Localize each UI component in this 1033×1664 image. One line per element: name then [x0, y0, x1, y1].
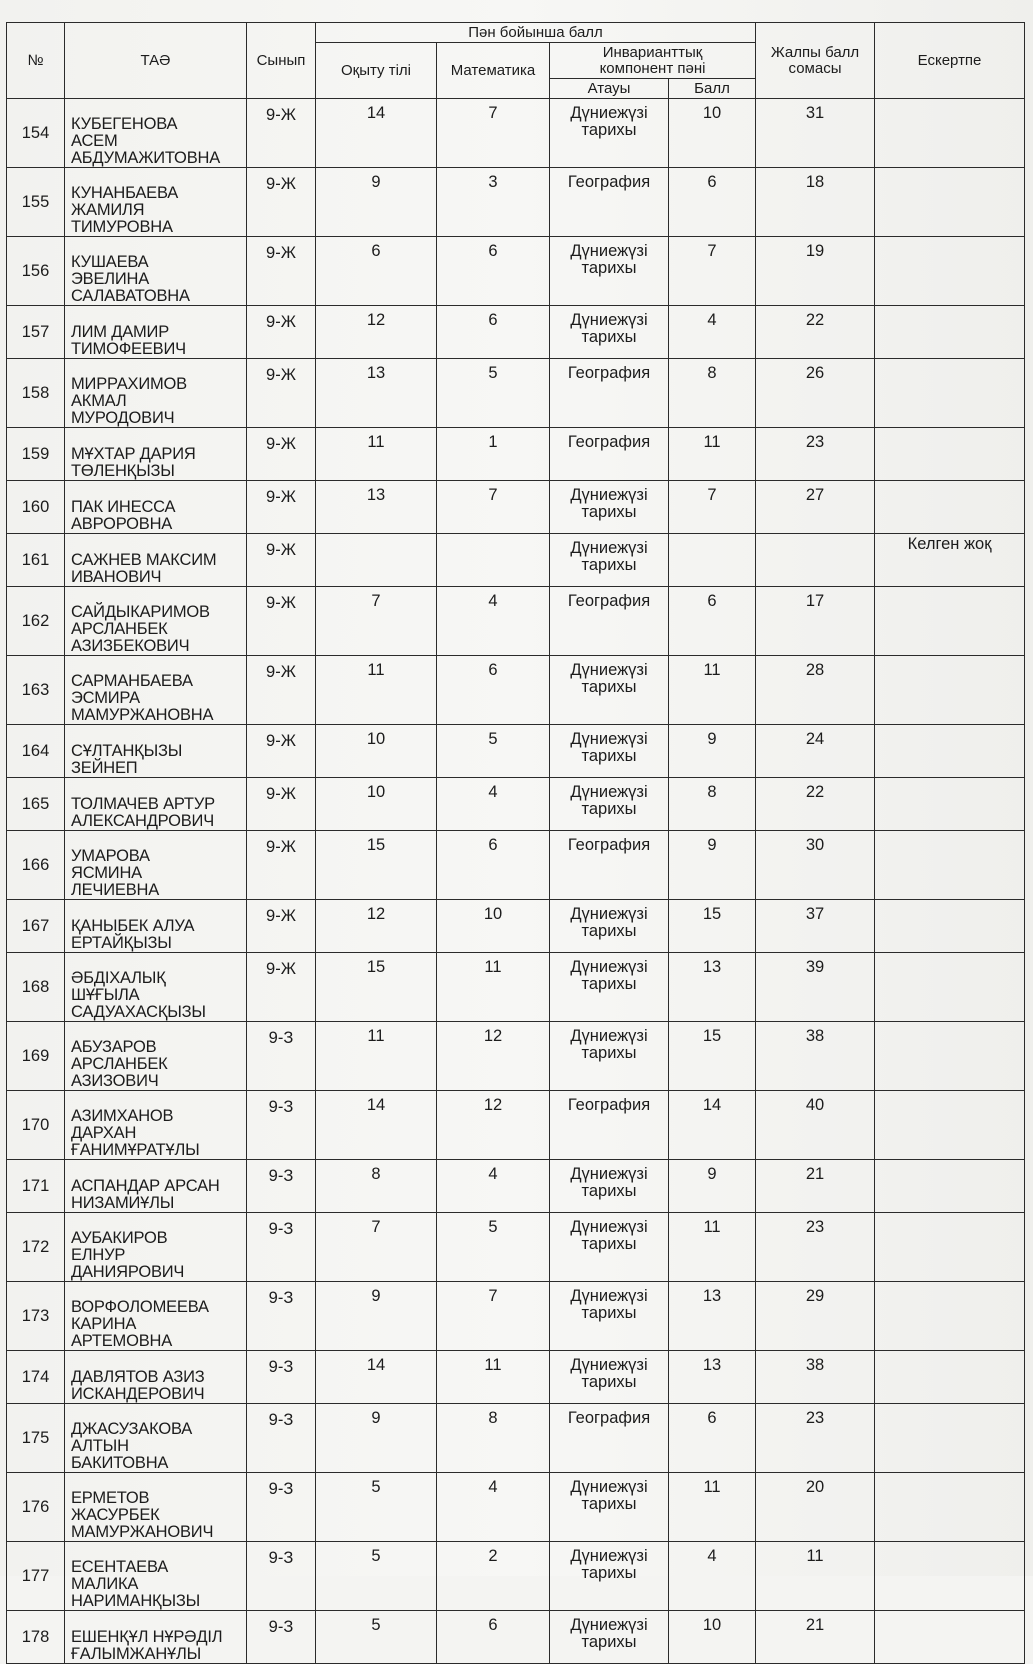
- class-cell: 9-Ж: [247, 99, 316, 168]
- invariant-subject-score: 6: [669, 1404, 756, 1473]
- class-cell: 9-З: [247, 1473, 316, 1542]
- math-score: 4: [437, 587, 550, 656]
- table-row: [7, 953, 1025, 1022]
- invariant-subject-score: 11: [669, 1473, 756, 1542]
- header-number: №: [7, 23, 65, 99]
- class-cell: 9-Ж: [247, 428, 316, 481]
- note-cell: [875, 725, 1025, 778]
- class-cell: 9-З: [247, 1213, 316, 1282]
- student-name: МИРРАХИМОВ АКМАЛ МУРОДОВИЧ: [65, 359, 247, 428]
- total-score: 31: [756, 99, 875, 168]
- teaching-language-score: 6: [316, 237, 437, 306]
- note-cell: [875, 1022, 1025, 1091]
- invariant-subject-score: 11: [669, 656, 756, 725]
- header-invariant-score: Балл: [669, 79, 756, 99]
- total-score: 19: [756, 237, 875, 306]
- table-row: [7, 1404, 1025, 1473]
- class-cell: 9-Ж: [247, 656, 316, 725]
- table-row: [7, 428, 1025, 481]
- total-score: 23: [756, 1404, 875, 1473]
- student-name: ҚАНЫБЕК АЛУА ЕРТАЙҚЫЗЫ: [65, 900, 247, 953]
- math-score: 7: [437, 99, 550, 168]
- row-number: 167: [7, 900, 65, 953]
- row-number: 169: [7, 1022, 65, 1091]
- teaching-language-score: 14: [316, 1351, 437, 1404]
- total-score: 23: [756, 428, 875, 481]
- student-name: АЗИМХАНОВ ДАРХАН ҒАНИМҰРАТҰЛЫ: [65, 1091, 247, 1160]
- math-score: 8: [437, 1404, 550, 1473]
- table-row: [7, 534, 1025, 587]
- student-name: КУБЕГЕНОВА АСЕМ АБДУМАЖИТОВНА: [65, 99, 247, 168]
- invariant-subject-score: 8: [669, 359, 756, 428]
- row-number: 174: [7, 1351, 65, 1404]
- invariant-subject-score: 10: [669, 99, 756, 168]
- student-name: ӘБДІХАЛЫҚ ШҰҒЫЛА САДУАХАСҚЫЗЫ: [65, 953, 247, 1022]
- invariant-subject-name: Дүниежүзі тарихы: [550, 99, 669, 168]
- student-name: ЛИМ ДАМИР ТИМОФЕЕВИЧ: [65, 306, 247, 359]
- table-row: [7, 778, 1025, 831]
- class-cell: 9-З: [247, 1160, 316, 1213]
- note-cell: [875, 237, 1025, 306]
- teaching-language-score: 15: [316, 831, 437, 900]
- teaching-language-score: 14: [316, 1091, 437, 1160]
- invariant-subject-name: Дүниежүзі тарихы: [550, 1473, 669, 1542]
- table-row: [7, 1282, 1025, 1351]
- total-score: 27: [756, 481, 875, 534]
- math-score: 7: [437, 481, 550, 534]
- row-number: 157: [7, 306, 65, 359]
- results-table: [6, 22, 1025, 1664]
- note-cell: [875, 1611, 1025, 1664]
- total-score: 20: [756, 1473, 875, 1542]
- teaching-language-score: 12: [316, 306, 437, 359]
- math-score: 1: [437, 428, 550, 481]
- note-cell: [875, 831, 1025, 900]
- invariant-subject-score: 11: [669, 1213, 756, 1282]
- total-score: 38: [756, 1022, 875, 1091]
- table-row: [7, 1213, 1025, 1282]
- row-number: 162: [7, 587, 65, 656]
- student-name: АСПАНДАР АРСАН НИЗАМИҰЛЫ: [65, 1160, 247, 1213]
- row-number: 178: [7, 1611, 65, 1664]
- row-number: 173: [7, 1282, 65, 1351]
- teaching-language-score: 9: [316, 168, 437, 237]
- student-name: УМАРОВА ЯСМИНА ЛЕЧИЕВНА: [65, 831, 247, 900]
- invariant-subject-name: География: [550, 428, 669, 481]
- note-cell: [875, 359, 1025, 428]
- total-score: 26: [756, 359, 875, 428]
- invariant-subject-name: Дүниежүзі тарихы: [550, 1213, 669, 1282]
- header-invariant-component: Инварианттық компонент пәні: [550, 43, 756, 79]
- math-score: 2: [437, 1542, 550, 1611]
- student-name: ПАК ИНЕССА АВРОРОВНА: [65, 481, 247, 534]
- row-number: 171: [7, 1160, 65, 1213]
- class-cell: 9-Ж: [247, 168, 316, 237]
- invariant-subject-score: 11: [669, 428, 756, 481]
- total-score: 39: [756, 953, 875, 1022]
- teaching-language-score: 11: [316, 656, 437, 725]
- header-class: Сынып: [247, 23, 316, 99]
- invariant-subject-name: Дүниежүзі тарихы: [550, 656, 669, 725]
- table-row: [7, 831, 1025, 900]
- class-cell: 9-Ж: [247, 237, 316, 306]
- table-row: [7, 1351, 1025, 1404]
- math-score: 10: [437, 900, 550, 953]
- math-score: 5: [437, 1213, 550, 1282]
- teaching-language-score: 5: [316, 1473, 437, 1542]
- teaching-language-score: 9: [316, 1404, 437, 1473]
- math-score: 6: [437, 306, 550, 359]
- student-name: АБУЗАРОВ АРСЛАНБЕК АЗИЗОВИЧ: [65, 1022, 247, 1091]
- class-cell: 9-Ж: [247, 481, 316, 534]
- note-cell: [875, 1473, 1025, 1542]
- row-number: 176: [7, 1473, 65, 1542]
- student-name: КУНАНБАЕВА ЖАМИЛЯ ТИМУРОВНА: [65, 168, 247, 237]
- math-score: 3: [437, 168, 550, 237]
- invariant-subject-score: 9: [669, 1160, 756, 1213]
- note-cell: [875, 168, 1025, 237]
- invariant-subject-score: 15: [669, 1022, 756, 1091]
- invariant-subject-score: 10: [669, 1611, 756, 1664]
- invariant-subject-name: Дүниежүзі тарихы: [550, 534, 669, 587]
- header-invariant-name: Атауы: [550, 79, 669, 99]
- invariant-subject-name: Дүниежүзі тарихы: [550, 1542, 669, 1611]
- teaching-language-score: [316, 534, 437, 587]
- class-cell: 9-З: [247, 1282, 316, 1351]
- note-cell: Келген жоқ: [875, 534, 1025, 587]
- student-name: САРМАНБАЕВА ЭСМИРА МАМУРЖАНОВНА: [65, 656, 247, 725]
- table-row: [7, 725, 1025, 778]
- row-number: 161: [7, 534, 65, 587]
- student-name: ТОЛМАЧЕВ АРТУР АЛЕКСАНДРОВИЧ: [65, 778, 247, 831]
- row-number: 164: [7, 725, 65, 778]
- note-cell: [875, 1282, 1025, 1351]
- note-cell: [875, 778, 1025, 831]
- invariant-subject-name: География: [550, 1091, 669, 1160]
- invariant-subject-score: 4: [669, 1542, 756, 1611]
- class-cell: 9-Ж: [247, 725, 316, 778]
- table-row: [7, 656, 1025, 725]
- invariant-subject-name: Дүниежүзі тарихы: [550, 1022, 669, 1091]
- note-cell: [875, 481, 1025, 534]
- math-score: 5: [437, 359, 550, 428]
- invariant-subject-score: 15: [669, 900, 756, 953]
- header-name: ТАӘ: [65, 23, 247, 99]
- invariant-subject-score: 13: [669, 953, 756, 1022]
- table-row: [7, 481, 1025, 534]
- header-math: Математика: [437, 43, 550, 99]
- invariant-subject-name: Дүниежүзі тарихы: [550, 725, 669, 778]
- total-score: 38: [756, 1351, 875, 1404]
- table-row: [7, 1611, 1025, 1664]
- teaching-language-score: 11: [316, 428, 437, 481]
- student-name: КУШАЕВА ЭВЕЛИНА САЛАВАТОВНА: [65, 237, 247, 306]
- note-cell: [875, 1351, 1025, 1404]
- header-subject-score-group: Пән бойынша балл: [316, 23, 756, 43]
- class-cell: 9-З: [247, 1091, 316, 1160]
- table-row: [7, 1022, 1025, 1091]
- math-score: 4: [437, 1473, 550, 1542]
- math-score: 6: [437, 656, 550, 725]
- table-row: [7, 99, 1025, 168]
- total-score: [756, 534, 875, 587]
- invariant-subject-score: 9: [669, 725, 756, 778]
- invariant-subject-score: 14: [669, 1091, 756, 1160]
- invariant-subject-name: Дүниежүзі тарихы: [550, 306, 669, 359]
- math-score: 6: [437, 237, 550, 306]
- total-score: 11: [756, 1542, 875, 1611]
- row-number: 165: [7, 778, 65, 831]
- class-cell: 9-З: [247, 1351, 316, 1404]
- note-cell: [875, 306, 1025, 359]
- note-cell: [875, 953, 1025, 1022]
- invariant-subject-name: Дүниежүзі тарихы: [550, 900, 669, 953]
- row-number: 163: [7, 656, 65, 725]
- student-name: САЖНЕВ МАКСИМ ИВАНОВИЧ: [65, 534, 247, 587]
- table-body: [7, 99, 1025, 1664]
- note-cell: [875, 428, 1025, 481]
- note-cell: [875, 900, 1025, 953]
- table-row: [7, 1160, 1025, 1213]
- note-cell: [875, 1542, 1025, 1611]
- table-row: [7, 359, 1025, 428]
- invariant-subject-name: Дүниежүзі тарихы: [550, 1282, 669, 1351]
- student-name: ЕСЕНТАЕВА МАЛИКА НАРИМАНҚЫЗЫ: [65, 1542, 247, 1611]
- invariant-subject-score: 6: [669, 168, 756, 237]
- invariant-subject-score: 6: [669, 587, 756, 656]
- total-score: 21: [756, 1611, 875, 1664]
- total-score: 37: [756, 900, 875, 953]
- row-number: 159: [7, 428, 65, 481]
- row-number: 155: [7, 168, 65, 237]
- row-number: 166: [7, 831, 65, 900]
- invariant-subject-score: 7: [669, 237, 756, 306]
- teaching-language-score: 10: [316, 725, 437, 778]
- invariant-subject-name: География: [550, 1404, 669, 1473]
- header-note: Ескертпе: [875, 23, 1025, 99]
- math-score: 6: [437, 831, 550, 900]
- note-cell: [875, 1160, 1025, 1213]
- math-score: 12: [437, 1022, 550, 1091]
- student-name: ДЖАСУЗАКОВА АЛТЫН БАКИТОВНА: [65, 1404, 247, 1473]
- math-score: 11: [437, 953, 550, 1022]
- invariant-subject-name: Дүниежүзі тарихы: [550, 481, 669, 534]
- table-row: [7, 168, 1025, 237]
- teaching-language-score: 5: [316, 1611, 437, 1664]
- math-score: 5: [437, 725, 550, 778]
- table-row: [7, 306, 1025, 359]
- invariant-subject-name: Дүниежүзі тарихы: [550, 1160, 669, 1213]
- student-name: МҰХТАР ДАРИЯ ТӨЛЕНҚЫЗЫ: [65, 428, 247, 481]
- table-row: [7, 1091, 1025, 1160]
- table-row: [7, 1473, 1025, 1542]
- row-number: 177: [7, 1542, 65, 1611]
- math-score: 4: [437, 1160, 550, 1213]
- math-score: 12: [437, 1091, 550, 1160]
- student-name: СҰЛТАНҚЫЗЫ ЗЕЙНЕП: [65, 725, 247, 778]
- header-total: Жалпы балл сомасы: [756, 23, 875, 99]
- total-score: 22: [756, 306, 875, 359]
- invariant-subject-name: Дүниежүзі тарихы: [550, 1611, 669, 1664]
- invariant-subject-score: [669, 534, 756, 587]
- table-header: [7, 23, 1025, 99]
- row-number: 160: [7, 481, 65, 534]
- teaching-language-score: 9: [316, 1282, 437, 1351]
- teaching-language-score: 5: [316, 1542, 437, 1611]
- invariant-subject-name: Дүниежүзі тарихы: [550, 778, 669, 831]
- student-name: ЕРМЕТОВ ЖАСУРБЕК МАМУРЖАНОВИЧ: [65, 1473, 247, 1542]
- invariant-subject-name: География: [550, 168, 669, 237]
- total-score: 22: [756, 778, 875, 831]
- total-score: 30: [756, 831, 875, 900]
- invariant-subject-name: Дүниежүзі тарихы: [550, 1351, 669, 1404]
- total-score: 28: [756, 656, 875, 725]
- student-name: САЙДЫКАРИМОВ АРСЛАНБЕК АЗИЗБЕКОВИЧ: [65, 587, 247, 656]
- math-score: 11: [437, 1351, 550, 1404]
- table-row: [7, 1542, 1025, 1611]
- total-score: 23: [756, 1213, 875, 1282]
- invariant-subject-name: География: [550, 831, 669, 900]
- teaching-language-score: 11: [316, 1022, 437, 1091]
- teaching-language-score: 13: [316, 359, 437, 428]
- invariant-subject-name: География: [550, 359, 669, 428]
- note-cell: [875, 1213, 1025, 1282]
- row-number: 156: [7, 237, 65, 306]
- total-score: 21: [756, 1160, 875, 1213]
- teaching-language-score: 8: [316, 1160, 437, 1213]
- invariant-subject-score: 13: [669, 1351, 756, 1404]
- class-cell: 9-Ж: [247, 778, 316, 831]
- class-cell: 9-Ж: [247, 359, 316, 428]
- row-number: 154: [7, 99, 65, 168]
- math-score: [437, 534, 550, 587]
- total-score: 17: [756, 587, 875, 656]
- note-cell: [875, 1091, 1025, 1160]
- header-teaching-language: Оқыту тілі: [316, 43, 437, 99]
- note-cell: [875, 656, 1025, 725]
- class-cell: 9-З: [247, 1022, 316, 1091]
- class-cell: 9-Ж: [247, 900, 316, 953]
- teaching-language-score: 7: [316, 587, 437, 656]
- table-row: [7, 900, 1025, 953]
- total-score: 29: [756, 1282, 875, 1351]
- class-cell: 9-Ж: [247, 534, 316, 587]
- row-number: 158: [7, 359, 65, 428]
- teaching-language-score: 15: [316, 953, 437, 1022]
- note-cell: [875, 99, 1025, 168]
- student-name: ВОРФОЛОМЕЕВА КАРИНА АРТЕМОВНА: [65, 1282, 247, 1351]
- invariant-subject-score: 4: [669, 306, 756, 359]
- invariant-subject-score: 13: [669, 1282, 756, 1351]
- student-name: ЕШЕНҚҰЛ НҰРӘДІЛ ҒАЛЫМЖАНҰЛЫ: [65, 1611, 247, 1664]
- invariant-subject-name: Дүниежүзі тарихы: [550, 237, 669, 306]
- teaching-language-score: 12: [316, 900, 437, 953]
- row-number: 168: [7, 953, 65, 1022]
- invariant-subject-name: География: [550, 587, 669, 656]
- total-score: 40: [756, 1091, 875, 1160]
- math-score: 4: [437, 778, 550, 831]
- invariant-subject-score: 8: [669, 778, 756, 831]
- class-cell: 9-Ж: [247, 831, 316, 900]
- row-number: 172: [7, 1213, 65, 1282]
- total-score: 24: [756, 725, 875, 778]
- table-row: [7, 237, 1025, 306]
- row-number: 175: [7, 1404, 65, 1473]
- note-cell: [875, 1404, 1025, 1473]
- note-cell: [875, 587, 1025, 656]
- row-number: 170: [7, 1091, 65, 1160]
- total-score: 18: [756, 168, 875, 237]
- class-cell: 9-Ж: [247, 953, 316, 1022]
- class-cell: 9-З: [247, 1404, 316, 1473]
- teaching-language-score: 14: [316, 99, 437, 168]
- invariant-subject-score: 7: [669, 481, 756, 534]
- class-cell: 9-З: [247, 1542, 316, 1611]
- student-name: АУБАКИРОВ ЕЛНУР ДАНИЯРОВИЧ: [65, 1213, 247, 1282]
- math-score: 6: [437, 1611, 550, 1664]
- invariant-subject-score: 9: [669, 831, 756, 900]
- teaching-language-score: 10: [316, 778, 437, 831]
- teaching-language-score: 7: [316, 1213, 437, 1282]
- class-cell: 9-Ж: [247, 587, 316, 656]
- invariant-subject-name: Дүниежүзі тарихы: [550, 953, 669, 1022]
- class-cell: 9-З: [247, 1611, 316, 1664]
- teaching-language-score: 13: [316, 481, 437, 534]
- student-name: ДАВЛЯТОВ АЗИЗ ИСКАНДЕРОВИЧ: [65, 1351, 247, 1404]
- math-score: 7: [437, 1282, 550, 1351]
- table-row: [7, 587, 1025, 656]
- class-cell: 9-Ж: [247, 306, 316, 359]
